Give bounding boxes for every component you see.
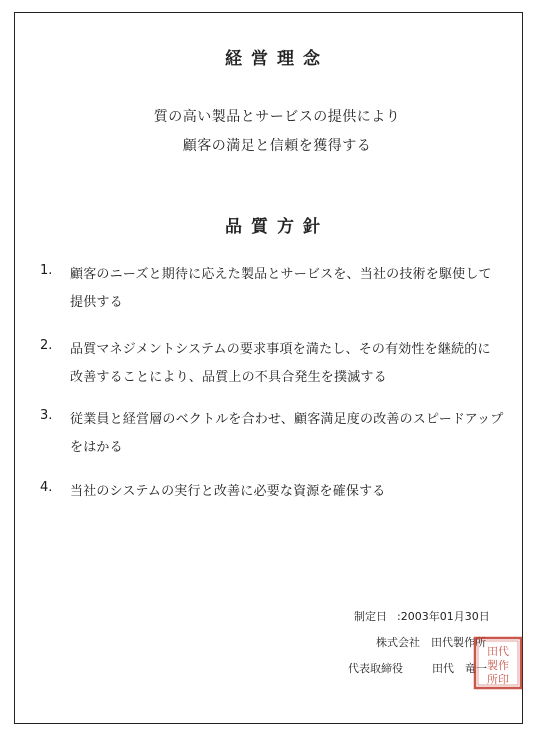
philosophy-line-1: 質の高い製品とサービスの提供により bbox=[153, 109, 401, 125]
policy-item-text: 品質マネジメントシステムの要求事項を満たし、その有効性を継続的に bbox=[70, 342, 491, 357]
svg-text:所印: 所印 bbox=[487, 673, 509, 686]
svg-text:田代: 田代 bbox=[487, 645, 509, 658]
policy-item-number: 3. bbox=[40, 408, 53, 423]
policy-item-text: 従業員と経営層のベクトルを合わせ、顧客満足度の改善のスピードアップ bbox=[70, 412, 504, 427]
policy-item-text: 顧客のニーズと期待に応えた製品とサービスを、当社の技術を駆使して bbox=[70, 267, 492, 282]
representative-title: 代表取締役 bbox=[348, 662, 403, 675]
policy-item-number: 1. bbox=[40, 263, 53, 278]
policy-item-text: 提供する bbox=[70, 295, 123, 310]
date-label: 制定日 bbox=[354, 610, 387, 623]
policy-item-number: 4. bbox=[40, 480, 53, 495]
svg-text:製作: 製作 bbox=[487, 659, 509, 672]
philosophy-heading: 経営理念 bbox=[225, 49, 329, 69]
policy-heading: 品質方針 bbox=[225, 217, 329, 237]
policy-item-number: 2. bbox=[40, 338, 53, 353]
policy-item-text: 改善することにより、品質上の不具合発生を撲滅する bbox=[70, 370, 387, 385]
policy-item-text: をはかる bbox=[70, 440, 123, 455]
philosophy-line-2: 顧客の満足と信頼を獲得する bbox=[182, 138, 372, 154]
company-name: 株式会社 田代製作所 bbox=[376, 636, 486, 649]
company-seal-icon bbox=[473, 636, 523, 690]
representative-name: 田代 竜一 bbox=[432, 662, 487, 675]
date-value: :2003年01月30日 bbox=[397, 610, 490, 623]
policy-item-text: 当社のシステムの実行と改善に必要な資源を確保する bbox=[70, 484, 386, 499]
